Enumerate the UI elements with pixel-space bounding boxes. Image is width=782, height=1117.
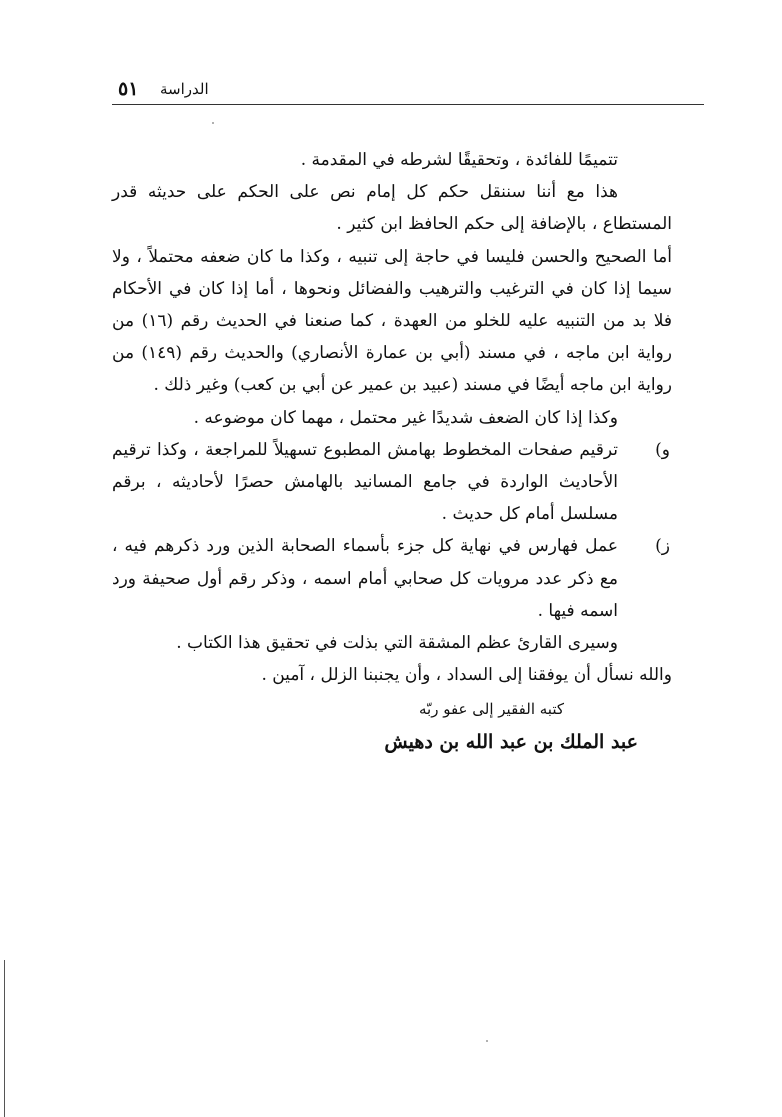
running-title: الدراسة — [160, 80, 209, 98]
paragraph-completion: تتميمًا للفائدة ، وتحقيقًا لشرطه في المقدمة . — [300, 150, 618, 170]
paragraph-rulings: هذا مع أننا سننقل حكم كل إمام نص على الحكم على حديثه قدر المستطاع ، بالإضافة إلى حكم الحافظ ابن كثير . — [112, 182, 672, 235]
paragraph-hardship: وسيرى القارئ عظم المشقة التي بذلت في تحقيق هذا الكتاب . — [176, 633, 618, 654]
list-item-z — [112, 530, 672, 627]
body-text — [112, 144, 672, 691]
signature-block — [112, 694, 672, 760]
page-number: ٥١ — [118, 78, 139, 100]
scan-speck — [212, 122, 214, 124]
item-text-w: ترقيم صفحات المخطوط بهامش المطبوع تسهيلاً للمراجعة ، وكذا ترقيم الأحاديث الواردة في جامع المسانيد بالهامش حصرًا لأحاديثه ، برقم مسلسل أمام كل حديث . — [112, 439, 618, 525]
scan-speck — [486, 1040, 488, 1042]
item-text-z: عمل فهارس في نهاية كل جزء بأسماء الصحابة الذين ورد ذكرهم فيه ، مع ذكر عدد مرويات كل صحابي أمام اسمه ، وذكر رقم أول صحيفة ورد اسمه فيها . — [112, 536, 618, 621]
paragraph-weak-hadith: أما الصحيح والحسن فليسا في حاجة إلى تنبيه ، وكذا ما كان ضعفه محتملاً ، ولا سيما إذا كان في الترغيب والترهيب والفضائل ونحوها ، أما إذا كان في الأحكام فلا بد من التنبيه عليه للخلو من العهدة ، كما صنعنا في الحديث رقم (١٦) من رواية ابن ماجه ، في مسند (أبي بن عمارة الأنصاري) والحديث رقم (١٤٩) من رواية ابن ماجه أيضًا في مسند (عبيد بن عمير عن أبي بن كعب) وغير ذلك . — [112, 246, 672, 396]
signature-name: عبد الملك بن عبد الله بن دهيش — [384, 731, 638, 753]
item-letter-z: ز) — [655, 536, 670, 557]
list-item-w — [112, 434, 672, 531]
paragraph-severe-weakness: وكذا إذا كان الضعف شديدًا غير محتمل ، مهما كان موضوعه . — [193, 407, 618, 428]
paragraph-prayer: والله نسأل أن يوفقنا إلى السداد ، وأن يجنبنا الزلل ، آمين . — [261, 665, 672, 686]
signature-label: كتبه الفقير إلى عفو ربّه — [418, 700, 564, 718]
header-rule — [112, 104, 704, 105]
page-header — [112, 74, 702, 102]
item-letter-w: و) — [655, 439, 670, 460]
scan-edge-line — [4, 960, 5, 1117]
